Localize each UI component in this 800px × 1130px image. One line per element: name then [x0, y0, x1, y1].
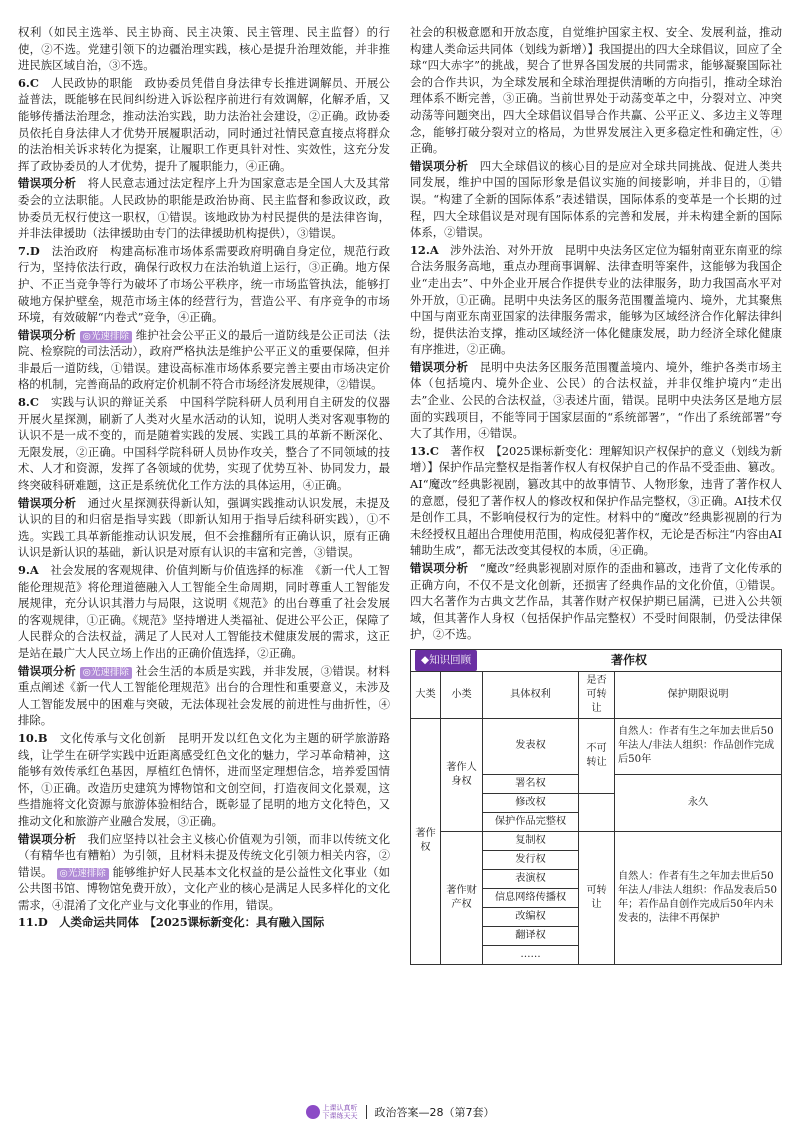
question-12	[410, 242, 782, 358]
error-text: 四大全球倡议的核心目的是应对全球共同挑战、促进人类共同发展，维护中国的国际形象是倡议实施的间接影响，并非目的，①错误。“构建了全新的国际体系”表述错误，国际体系的变革是一个长期的过程，四大全球倡议是对现有国际体系的完善和发展，并未构建全新的国际体系，②错误。	[410, 158, 782, 240]
error-text: 维护社会公平正义的最后一道防线是公正司法（法院、检察院的司法活动），政府严格执法是维护公平正义的重要保障，但并非最后一道防线，①错误。建设高标准市场体系要完善主要由市场决定价格的机制，完善商品的政府定价机制不符合市场经济发展规律，②错误。	[18, 327, 390, 392]
knowledge-review	[410, 649, 782, 965]
cell-empty	[579, 793, 615, 831]
brand-slogan-line: 下课练天天	[322, 1112, 358, 1120]
text: 权利（如民主选举、民主协商、民主决策、民主管理、民主监督）的行使，②不选。党建引领下的边疆治理实践，核心是提升治理效能，并非推进民族区域自治，③不选。	[18, 25, 390, 73]
brand-logo-icon	[306, 1105, 320, 1119]
brand-slogan-line: 上课认真听	[322, 1104, 358, 1112]
question-8	[18, 394, 390, 494]
error-analysis-11	[410, 158, 782, 241]
error-analysis-9	[18, 663, 390, 729]
error-analysis-label: 错误项分析	[410, 561, 469, 575]
question-13	[410, 443, 782, 559]
cell-term: 永久	[615, 774, 782, 831]
error-analysis-label: 错误项分析	[410, 158, 469, 173]
error-analysis-label: 错误项分析	[18, 831, 77, 846]
cell-right: 发表权	[483, 718, 579, 774]
error-text: 通过火星探测获得新认知，强调实践推动认识发展，未提及认识的目的和归宿是指导实践（即新认知用于指导后续科研实践），①不选。实践工具革新能推动认识发展，但不会推翻所有正确认识，原有正确认识是新认识的基础，新认识是对原有认识的丰富和完善，③错误。	[18, 495, 390, 560]
error-text: 将人民意志通过法定程序上升为国家意志是全国人大及其常委会的立法职能。人民政协的职能是政治协商、民主监督和参政议政，政协委员无权行使这一职权，①错误。该地政协为村民提供的是法律咨询，并非法律援助（法律援助由专门的法律援助机构提供），③错误。	[18, 176, 390, 241]
cell-right: 发行权	[483, 850, 579, 869]
error-analysis-6	[18, 175, 390, 241]
question-11	[18, 914, 390, 931]
header-transfer: 是否可转让	[579, 671, 615, 718]
cell-personal: 著作人身权	[441, 718, 483, 831]
brand-logo	[306, 1104, 358, 1120]
error-analysis-label: 错误项分析	[18, 176, 77, 191]
cell-right: 改编权	[483, 907, 579, 926]
question-7	[18, 243, 390, 326]
left-column	[18, 24, 390, 932]
header-right: 具体权利	[483, 671, 579, 718]
error-analysis-13	[410, 560, 782, 643]
cell-right: 复制权	[483, 831, 579, 850]
header-term: 保护期限说明	[615, 671, 782, 718]
page-footer	[0, 1100, 800, 1124]
cell-big: 著作权	[411, 718, 441, 964]
error-analysis-10	[18, 831, 390, 914]
answer-text: 实践与认识的辩证关系 中国科学院科研人员利用自主研发的仪器开展火星探测，刷新了人类对火星水活动的认知，说明人类对客观事物的认识不是一成不变的，而是随着实践的发展、实践工具的革新不断深化、无限发展，②正确。中国科学院科研人员协作攻关，整合了不同领域的技术、人才和资源，发挥了各领域的优势，实现了优势互补、协同发力，最终突破科研难题，这正是系统优化工作方法的具体运用，④正确。	[18, 395, 390, 493]
error-text: “魔改”经典影视剧对原作的歪曲和篡改，违背了文化传承的正确方向，不仅不是文化创新，还损害了经典作品的文化价值，①错误。四大名著作为古典文艺作品，其著作财产权保护期已届满，已进入公共领域，但其著作人身权（包括保护作品完整权）不受时间限制，仍受法律保护，②不选。	[410, 561, 782, 642]
question-number: 13.C	[410, 443, 439, 458]
footer-divider	[366, 1105, 367, 1119]
cell-property: 著作财产权	[441, 831, 483, 964]
table-row	[411, 831, 782, 850]
quick-exclude-badge: ◎光速排除	[80, 331, 132, 343]
question-number: 8.C	[18, 395, 39, 410]
question-6	[18, 75, 390, 175]
cell-right: 表演权	[483, 869, 579, 888]
answer-text: 社会发展的客观规律、价值判断与价值选择的标准 《新一代人工智能伦理规范》将伦理道德融入人工智能全生命周期，同时尊重人工智能发展规律，充分认识其潜力与局限，这说明《规范》的出台尊重了社会发展的客观规律，①正确。《规范》坚持增进人类福祉、促进公平公正，保障了人民群众的合法权益，满足了人民对人工智能技术健康发展的需求，这正是站在最广大人民立场上作出的正确价值选择，②正确。	[18, 563, 390, 660]
page-number: 政治答案—28（第7套）	[374, 1106, 495, 1119]
error-text: 社会生活的本质是实践，并非发展，③错误。材料重点阐述《新一代人工智能伦理规范》出台的合理性和重要意义，未涉及人工智能发展中的困难与突破，无法体现社会发展的前进性与曲折性，④排除。	[18, 663, 390, 728]
question-10	[18, 730, 390, 830]
cell-term: 自然人：作者有生之年加去世后50年法人/非法人组织：作品创作完成后50年	[615, 718, 782, 774]
question-number: 7.D	[18, 243, 40, 258]
copyright-table	[410, 671, 782, 965]
answer-text: 人类命运共同体 【2025课标新变化：具有融入国际	[59, 915, 325, 930]
cell-right: 修改权	[483, 793, 579, 812]
cell-right: 保护作品完整权	[483, 812, 579, 831]
answer-text: 法治政府 构建高标准市场体系需要政府明确自身定位，规范行政行为，坚持依法行政，确保行政权力在法治轨道上运行，③正确。地方保护、不正当竞争等行为破坏了市场公平秩序，统一市场监管执法，能够打破地方保护壁垒，规范市场主体的经营行为，营造公平、有序竞争的市场环境，有效破解“内卷式”竞争，④正确。	[18, 243, 390, 325]
error-text: 我们应坚持以社会主义核心价值观为引领，而非以传统文化（有精华也有糟粕）为引领，且材料未提及传统文化引领力相关内容，②错误。	[18, 831, 390, 879]
quick-exclude-badge: ◎光速排除	[80, 667, 132, 679]
cell-right: 翻译权	[483, 926, 579, 945]
quick-exclude-badge: ◎光速排除	[57, 868, 109, 880]
header-big: 大类	[411, 671, 441, 718]
question-9	[18, 562, 390, 662]
answer-text: 社会的积极意愿和开放态度，自觉维护国家主权、安全、发展利益，推动构建人类命运共同体（划线为新增）】我国提出的四大全球倡议，回应了全球“四大赤字”的挑战，契合了世界各国发展的共同需求，能够凝聚国际社会的合作共识，为全球发展和全球治理提供清晰的方向指引，推动全球治理体系不断完善，③正确。当前世界处于动荡变革之中，分裂对立、冲突动荡等问题突出，四大全球倡议倡导合作共赢、公平正义、多边主义等理念，能够打破分裂对立的格局，为世界发展注入更多稳定性和确定性，④正确。	[410, 25, 782, 156]
cell-term: 自然人：作者有生之年加去世后50年法人/非法人组织：作品发表后50年；若作品自创作完成后50年内未发表的，法律不再保护	[615, 831, 782, 964]
error-analysis-label: 错误项分析	[18, 327, 76, 342]
answer-text: 著作权 【2025课标新变化：理解知识产权保护的意义（划线为新增）】保护作品完整权是指著作权人有权保护自己的作品不受歪曲、篡改。AI“魔改”经典影视剧，篡改其中的故事情节、人物形象，违背了著作权人的意愿，侵犯了著作权人的修改权和保护作品完整权，③正确。AI技术仅是创作工具，不影响侵权行为的定性。材料中的“魔改”经典影视剧的行为未经授权且超出合理使用范围，构成侵犯著作权，无论是否标注“内容由AI辅助生成”，都无法改变其侵权的本质，④正确。	[410, 443, 782, 558]
error-analysis-label: 错误项分析	[18, 663, 76, 678]
knowledge-review-title: 著作权	[611, 653, 648, 668]
cell-transfer: 不可转让	[579, 718, 615, 793]
error-analysis-7	[18, 327, 390, 393]
question-number: 12.A	[410, 242, 439, 257]
cell-right: 信息网络传播权	[483, 888, 579, 907]
cell-right: ……	[483, 945, 579, 964]
cell-right: 署名权	[483, 774, 579, 793]
right-column	[410, 24, 782, 965]
knowledge-review-header	[410, 649, 782, 671]
brand-slogan	[323, 1104, 358, 1120]
header-small: 小类	[441, 671, 483, 718]
paragraph	[410, 24, 782, 157]
error-analysis-12	[410, 359, 782, 442]
question-number: 9.A	[18, 563, 39, 577]
error-text: 能够维护好人民基本文化权益的是公益性文化事业（如公共图书馆、博物馆免费开放），文化产业的核心是满足人民多样化的文化需求，④混淆了文化产业与文化事业的作用，错误。	[18, 864, 390, 912]
knowledge-review-label: ◆知识回顾	[415, 650, 477, 671]
error-analysis-8	[18, 495, 390, 561]
question-number: 10.B	[18, 730, 48, 745]
table-header-row	[411, 671, 782, 718]
answer-text: 涉外法治、对外开放 昆明中央法务区定位为辐射南亚东南亚的综合法务服务高地，重点办理商事调解、法律查明等案件，这能够为我国企业“走出去”、中外企业开展合作提供专业的法律服务，助力我国高水平对外开放，①正确。昆明中央法务区的服务范围覆盖境内、境外，尤其聚焦中国与南亚东南亚国家的法律服务需求，能够为区域经济合作化解法律纠纷，提供法治支撑，推动区域经济一体化健康发展，助力经济全球化健康有序推进，②正确。	[410, 242, 782, 357]
question-number: 6.C	[18, 75, 39, 90]
table-row	[411, 718, 782, 774]
cell-transfer: 可转让	[579, 831, 615, 964]
error-analysis-label: 错误项分析	[410, 359, 469, 374]
paragraph	[18, 24, 390, 74]
answer-text: 文化传承与文化创新 昆明开发以红色文化为主题的研学旅游路线，让学生在研学实践中近距离感受红色文化的魅力，学习革命精神，这能够有效传承红色基因，厚植红色情怀，进而坚定理想信念，培养爱国情怀，①正确。改造历史建筑为博物馆和文创空间，打造夜间文化景观，这些措施将文化资源与旅游体验相结合，既彰显了昆明的地方文化特色，又推动文化和旅游产业融合发展，③正确。	[18, 730, 390, 828]
question-number: 11.D	[18, 915, 48, 930]
answer-text: 人民政协的职能 政协委员凭借自身法律专长推进调解员、开展公益普法，既能够在民间纠纷进入诉讼程序前进行有效调解，化解矛盾，又能够传播法治理念，推动法治实践，助力法治社会建设，②正确。政协委员依托自身法律人才优势开展履职活动，同时通过社情民意直接点将群众的法治相关诉求转化为提案，让履职工作更具针对性、实效性，这充分发挥了政协委员的人才优势，提升了履职能力，④正确。	[18, 75, 390, 173]
error-text: 昆明中央法务区服务范围覆盖境内、境外，维护各类市场主体（包括境内、境外企业、公民）的合法权益，并非仅维护境内“走出去”企业、公民的合法权益，③表述片面，错误。昆明中央法务区是地方层面的实践项目，不能等同于国家层面的“系统部署”，“作出了系统部署”夸大了其作用，④错误。	[410, 359, 782, 441]
error-analysis-label: 错误项分析	[18, 495, 77, 510]
